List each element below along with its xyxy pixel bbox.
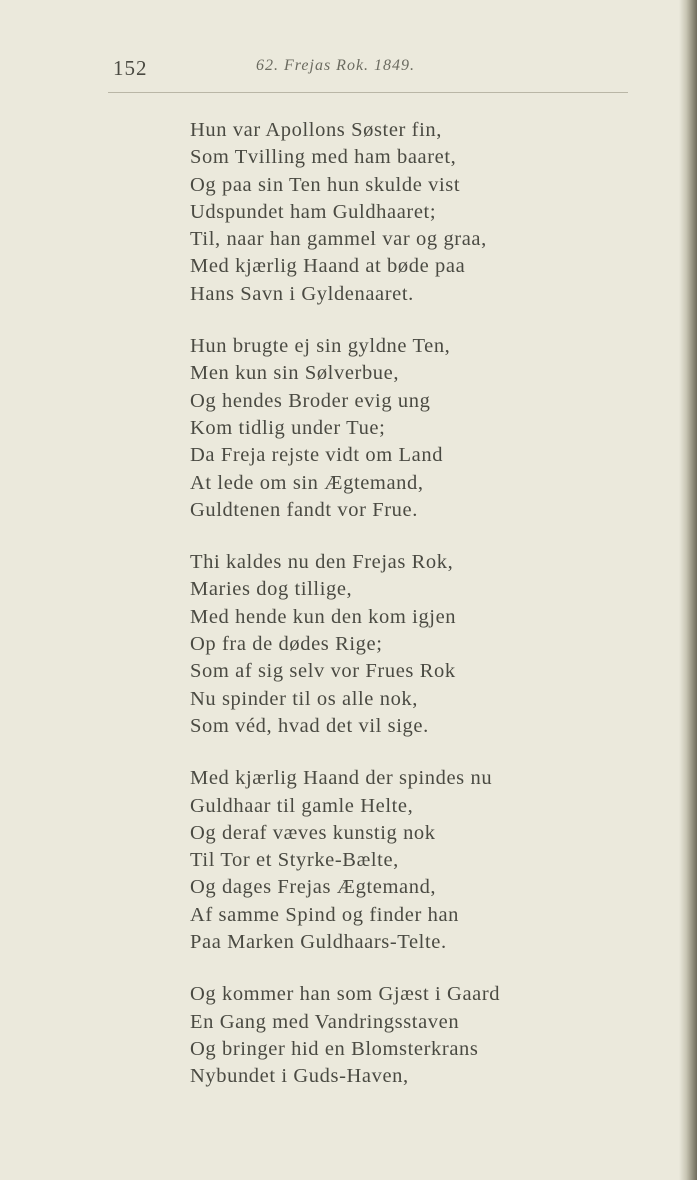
verse-line: Guldtenen fandt vor Frue. <box>190 498 418 521</box>
verse-line: Thi kaldes nu den Frejas Rok, <box>190 551 454 574</box>
verse-line: Og dages Frejas Ægtemand, <box>190 876 437 899</box>
stanza <box>190 333 500 524</box>
verse-line: Og bringer hid en Blomsterkrans <box>190 1037 479 1060</box>
verse-line: Hun brugte ej sin gyldne Ten, <box>190 335 451 358</box>
stanza <box>190 765 500 956</box>
verse-line: Af samme Spind og finder han <box>190 903 460 926</box>
verse-line: Som af sig selv vor Frues Rok <box>190 660 456 683</box>
running-title: 62. Frejas Rok. 1849. <box>256 57 416 74</box>
poem-body <box>190 117 500 1116</box>
verse-line: Til, naar han gammel var og graa, <box>190 228 487 251</box>
header-rule <box>108 92 628 93</box>
stanza <box>190 117 500 308</box>
verse-line: Maries dog tillige, <box>190 578 353 601</box>
verse-line: Hans Savn i Gyldenaaret. <box>190 282 414 305</box>
verse-line: Med hende kun den kom igjen <box>190 605 457 628</box>
verse-line: Som Tvilling med ham baaret, <box>190 146 457 169</box>
verse-line: Kom tidlig under Tue; <box>190 416 386 439</box>
verse-line: Guldhaar til gamle Helte, <box>190 794 414 817</box>
verse-line: Paa Marken Guldhaars-Telte. <box>190 931 447 954</box>
verse-line: Med kjærlig Haand der spindes nu <box>190 767 493 790</box>
verse-line: Og hendes Broder evig ung <box>190 389 431 412</box>
verse-line: Udspundet ham Guldhaaret; <box>190 200 437 223</box>
verse-line: Og deraf væves kunstig nok <box>190 821 436 844</box>
verse-line: Men kun sin Sølverbue, <box>190 362 400 385</box>
verse-line: En Gang med Vandringsstaven <box>190 1010 460 1033</box>
verse-line: Og kommer han som Gjæst i Gaard <box>190 983 501 1006</box>
stanza <box>190 549 500 740</box>
verse-line: Hun var Apollons Søster fin, <box>190 119 442 141</box>
verse-line: Og paa sin Ten hun skulde vist <box>190 173 461 196</box>
verse-line: Op fra de dødes Rige; <box>190 633 383 656</box>
book-binding-shadow <box>679 0 697 1180</box>
verse-line: Til Tor et Styrke-Bælte, <box>190 849 399 872</box>
verse-line: Da Freja rejste vidt om Land <box>190 444 444 467</box>
verse-line: Med kjærlig Haand at bøde paa <box>190 255 466 278</box>
stanza <box>190 981 500 1090</box>
verse-line: At lede om sin Ægtemand, <box>190 471 424 494</box>
verse-line: Som véd, hvad det vil sige. <box>190 714 429 737</box>
page-number: 152 <box>113 56 148 80</box>
verse-line: Nybundet i Guds-Haven, <box>190 1065 409 1088</box>
verse-line: Nu spinder til os alle nok, <box>190 687 419 710</box>
